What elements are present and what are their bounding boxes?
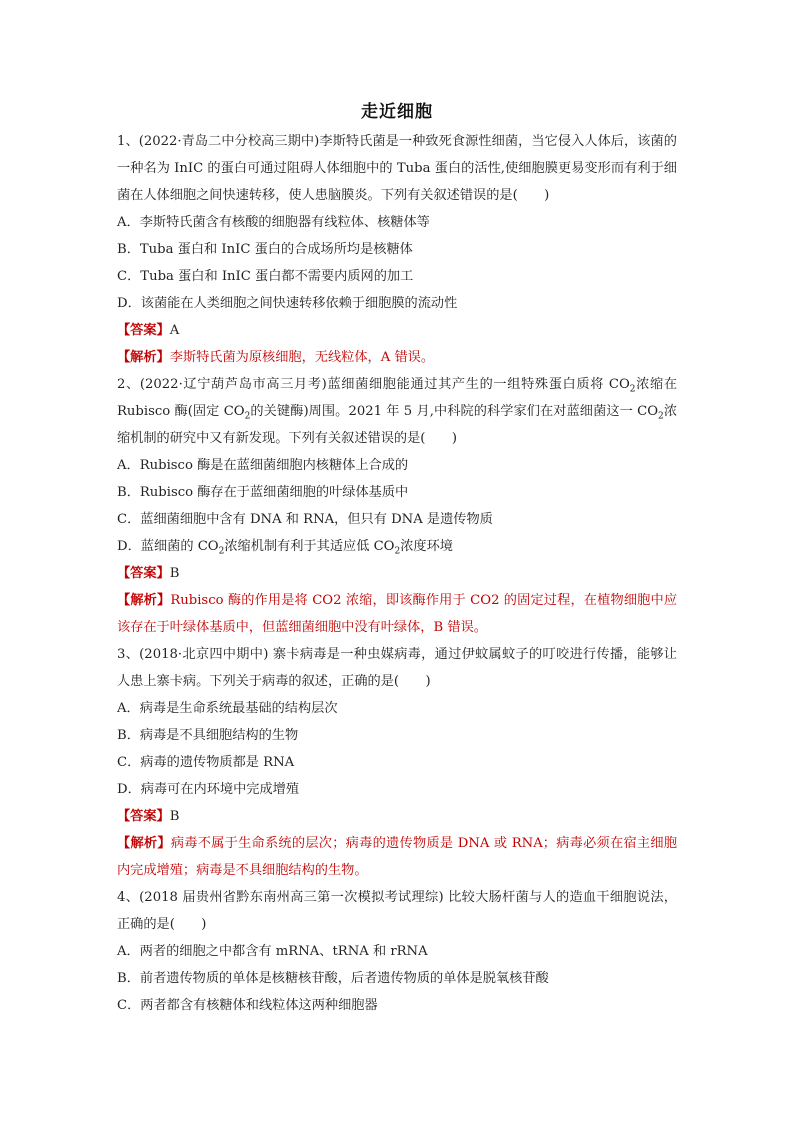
question-3-answer	[117, 803, 677, 830]
option-part: D．蓝细菌的 CO	[117, 539, 219, 554]
question-4-option-b: B．前者遗传物质的单体是核糖核苷酸，后者遗传物质的单体是脱氧核苷酸	[117, 971, 549, 986]
question-1-analysis	[117, 344, 677, 371]
question-4-option-a: A．两者的细胞之中都含有 mRNA、tRNA 和 rRNA	[117, 944, 428, 959]
analysis-text: 李斯特氏菌为原核细胞，无线粒体，A 错误。	[169, 350, 435, 365]
stem-part: 的关键酶)周围。2021 年 5 月,中科院的科学家们在对蓝细菌这一 CO	[250, 404, 659, 419]
analysis-text: 病毒不属于生命系统的层次；病毒的遗传物质是 DNA 或 RNA；病毒必须在宿主细胞内完成增殖；病毒是不具细胞结构的生物。	[117, 836, 678, 878]
answer-value: B	[169, 566, 180, 581]
question-3-option-a: A．病毒是生命系统最基础的结构层次	[117, 701, 338, 716]
analysis-label: 【解析】	[117, 593, 171, 608]
question-2-stem	[117, 371, 677, 452]
question-2-analysis	[117, 587, 677, 641]
answer-value: A	[169, 323, 180, 338]
answer-label: 【答案】	[117, 323, 170, 338]
subscript: 2	[658, 411, 664, 422]
question-1-option-c: C．Tuba 蛋白和 InIC 蛋白都不需要内质网的加工	[117, 269, 414, 284]
question-2-option-b: B．Rubisco 酶存在于蓝细菌细胞的叶绿体基质中	[117, 485, 409, 500]
analysis-label: 【解析】	[117, 350, 170, 365]
question-3-option-b: B．病毒是不具细胞结构的生物	[117, 728, 299, 743]
stem-part: 浓缩机制的研究中又有新发现。下列有关叙述错误的是( )	[117, 404, 678, 446]
answer-value: B	[169, 809, 180, 824]
question-3-option-d: D．病毒可在内环境中完成增殖	[117, 782, 300, 797]
question-2-option-c: C．蓝细菌细胞中含有 DNA 和 RNA，但只有 DNA 是遗传物质	[117, 512, 493, 527]
question-1-option-a: A．李斯特氏菌含有核酸的细胞器有线粒体、核糖体等	[117, 215, 430, 230]
question-1-answer	[117, 317, 677, 344]
analysis-text: Rubisco 酶的作用是将 CO2 浓缩，即该酶作用于 CO2 的固定过程，在植物细胞中应该存在于叶绿体基质中，但蓝细菌细胞中没有叶绿体，B 错误。	[117, 593, 678, 635]
question-1-stem: 1、(2022·青岛二中分校高三期中)李斯特氏菌是一种致死食源性细菌，当它侵入人体后，该菌的一种名为 InIC 的蛋白可通过阻碍人体细胞中的 Tuba 蛋白的活性,使细胞膜更易变形而有利于细菌在人体细胞之间快速转移，使人患脑膜炎。下列有关叙述错误的是( )	[117, 134, 677, 203]
question-4-option-c: C．两者都含有核糖体和线粒体这两种细胞器	[117, 998, 378, 1013]
subscript: 2	[394, 546, 401, 557]
stem-part: 2、(2022·辽宁葫芦岛市高三月考)蓝细菌细胞能通过其产生的一组特殊蛋白质将 CO	[117, 377, 630, 392]
option-part: 浓度环境	[400, 539, 453, 554]
question-3-analysis	[117, 830, 677, 884]
page-title: 走近细胞	[361, 102, 433, 122]
question-2-answer	[117, 560, 677, 587]
question-1-option-d: D．该菌能在人类细胞之间快速转移依赖于细胞膜的流动性	[117, 296, 458, 311]
stem-part: 浓缩在 Rubisco 酶(固定 CO	[117, 377, 678, 419]
subscript: 2	[244, 411, 251, 422]
subscript: 2	[218, 546, 225, 557]
question-1-option-b: B．Tuba 蛋白和 InIC 蛋白的合成场所均是核糖体	[117, 242, 413, 257]
question-4-stem: 4、(2018 届贵州省黔东南州高三第一次模拟考试理综) 比较大肠杆菌与人的造血干细胞说法，正确的是( )	[117, 890, 677, 932]
option-part: 浓缩机制有利于其适应低 CO	[224, 539, 395, 554]
question-3-stem: 3、(2018·北京四中期中) 寨卡病毒是一种虫媒病毒，通过伊蚊属蚊子的叮咬进行传播，能够让人患上寨卡病。下列关于病毒的叙述，正确的是( )	[117, 647, 677, 689]
question-2-option-a: A．Rubisco 酶是在蓝细菌细胞内核糖体上合成的	[117, 458, 409, 473]
question-list	[117, 128, 677, 1019]
question-2-option-d	[117, 533, 677, 560]
answer-label: 【答案】	[117, 566, 170, 581]
subscript: 2	[629, 384, 636, 395]
answer-label: 【答案】	[117, 809, 170, 824]
analysis-label: 【解析】	[117, 836, 171, 851]
question-3-option-c: C．病毒的遗传物质都是 RNA	[117, 755, 295, 770]
